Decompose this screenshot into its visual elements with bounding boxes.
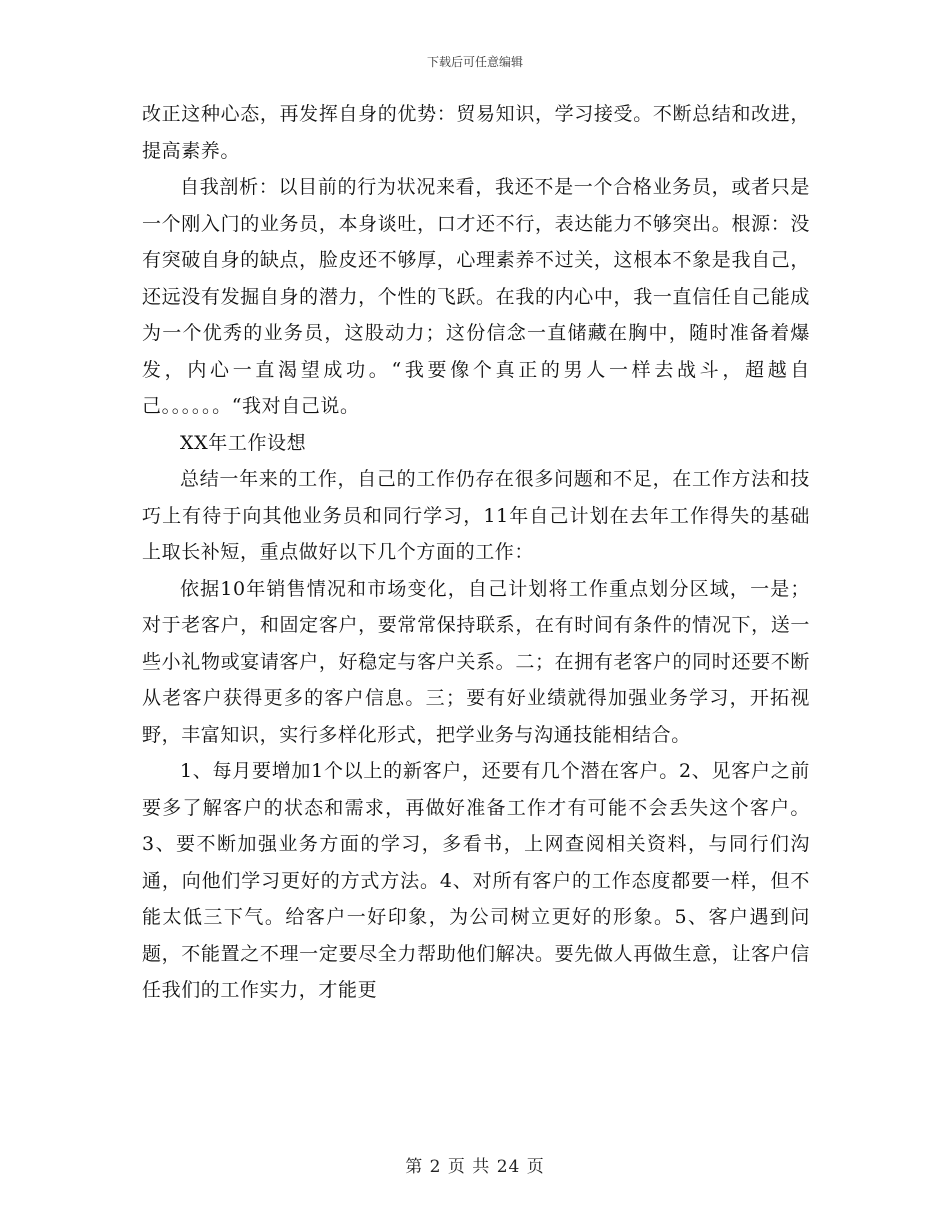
paragraph-4: 依据10年销售情况和市场变化，自己计划将工作重点划分区域，一是；对于老客户，和固定客户，要常常保持联系，在有时间有条件的情况下，送一些小礼物或宴请客户，好稳定与客户关系。二；在拥有老客户的同时还要不断从老客户获得更多的客户信息。三；要有好业绩就得加强业务学习，开拓视野，丰富知识，实行多样化形式，把学业务与沟通技能相结合。 <box>142 577 810 746</box>
paragraph-5: 1、每月要增加1个以上的新客户，还要有几个潜在客户。2、见客户之前要多了解客户的状态和需求，再做好准备工作才有可能不会丢失这个客户。3、要不断加强业务方面的学习，多看书，上网查阅相关资料，与同行们沟通，向他们学习更好的方式方法。4、对所有客户的工作态度都要一样，但不能太低三下气。给客户一好印象，为公司树立更好的形象。5、客户遇到问题，不能置之不理一定要尽全力帮助他们解决。要先做人再做生意，让客户信任我们的工作实力，才能更 <box>142 760 810 1001</box>
page-header: 下载后可任意编辑 <box>426 55 523 69</box>
page-number-footer: 第 2 页 共 24 页 <box>405 1157 545 1177</box>
paragraph-2: 自我剖析：以目前的行为状况来看，我还不是一个合格业务员，或者只是一个刚入门的业务员，本身谈吐，口才还不行，表达能力不够突出。根源：没有突破自身的缺点，脸皮还不够厚，心理素养不过关，这根本不象是我自己，还远没有发掘自身的潜力，个性的飞跃。在我的内心中，我一直信任自己能成为一个优秀的业务员，这股动力；这份信念一直储藏在胸中，随时准备着爆发，内心一直渴望成功。“我要像个真正的男人一样去战斗，超越自己。。。。。。“我对自己说。 <box>142 176 810 417</box>
section-heading-work-plan: XX年工作设想 <box>180 431 307 454</box>
paragraph-3: 总结一年来的工作，自己的工作仍存在很多问题和不足，在工作方法和技巧上有待于向其他业务员和同行学习，11年自己计划在去年工作得失的基础上取长补短，重点做好以下几个方面的工作： <box>142 468 810 563</box>
paragraph-1: 改正这种心态，再发挥自身的优势：贸易知识，学习接受。不断总结和改进，提高素养。 <box>142 103 810 162</box>
document-body <box>142 96 810 1009</box>
